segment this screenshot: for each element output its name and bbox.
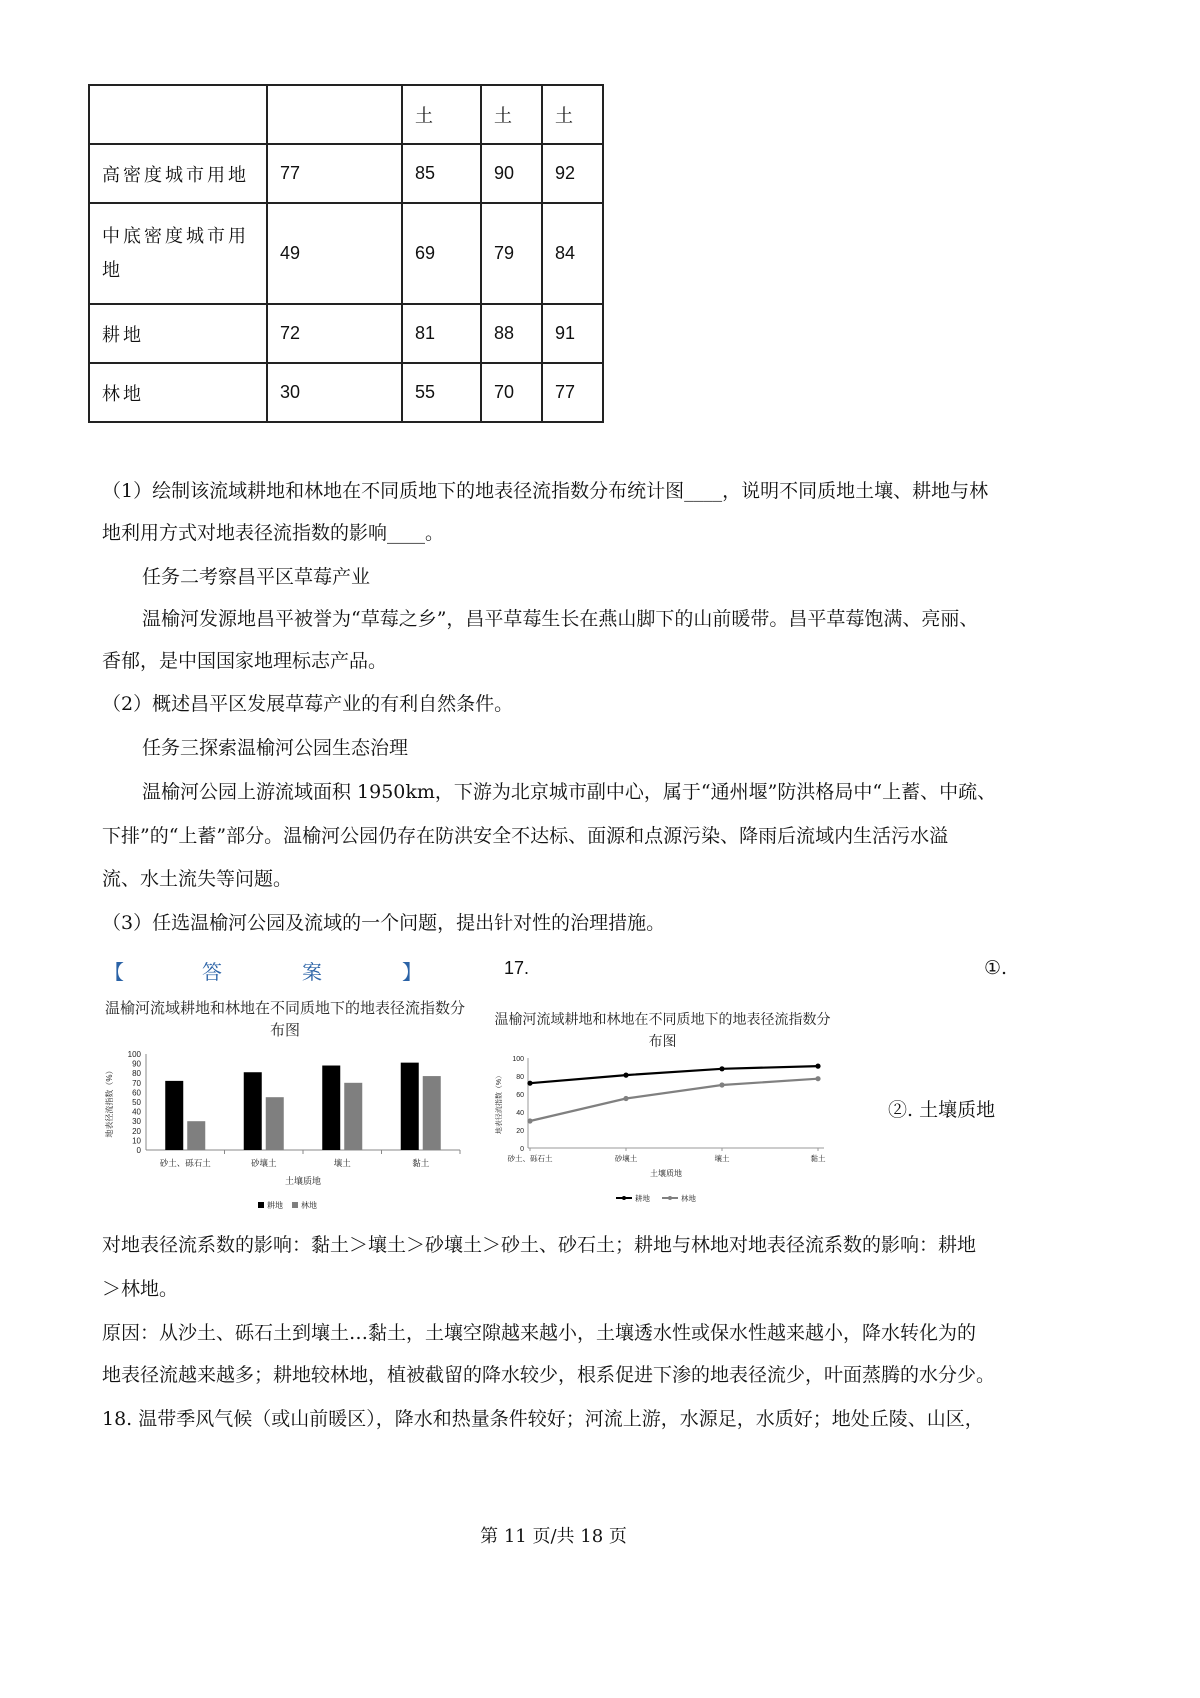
table-cell: 70 xyxy=(481,363,542,422)
bar-林地 xyxy=(187,1121,205,1150)
table-cell: 55 xyxy=(402,363,481,422)
x-axis-title: 土壤质地 xyxy=(650,1169,682,1178)
task-2-title: 任务二考察昌平区草莓产业 xyxy=(142,566,371,588)
y-tick-label: 0 xyxy=(136,1146,141,1155)
legend-label-耕地: 耕地 xyxy=(267,1201,283,1210)
line-林地 xyxy=(530,1079,818,1121)
table-cell: 79 xyxy=(481,203,542,304)
answer-part-2: ②. 土壤质地 xyxy=(888,1099,996,1121)
x-tick-label: 砂壤土 xyxy=(250,1158,277,1168)
y-tick-label: 20 xyxy=(132,1126,141,1136)
bar-耕地 xyxy=(401,1063,419,1150)
table-cell: 90 xyxy=(481,144,542,203)
bar-chart xyxy=(100,996,470,1220)
legend-marker-耕地 xyxy=(622,1196,626,1200)
x-tick-label: 黏土 xyxy=(412,1158,430,1168)
table-cell: 30 xyxy=(267,363,402,422)
legend-swatch-耕地 xyxy=(258,1202,264,1208)
y-axis-title: 地表径流指数（%） xyxy=(105,1066,114,1138)
answer-line: 18. 温带季风气候（或山前暖区），降水和热量条件较好；河流上游，水源足，水质好；地处丘陵、山区， xyxy=(102,1408,984,1430)
line-chart-svg xyxy=(490,1008,835,1208)
point-耕地 xyxy=(527,1081,532,1086)
task-3-paragraph: 温榆河公园上游流域面积 1950km，下游为北京城市副中心，属于“通州堰”防洪格局中“上蓄、中疏、 xyxy=(142,781,997,803)
point-耕地 xyxy=(719,1066,724,1071)
answer-line: 对地表径流系数的影响：黏土＞壤土＞砂壤土＞砂土、砂石土；耕地与林地对地表径流系数的影响：耕地 xyxy=(102,1234,977,1256)
point-耕地 xyxy=(623,1073,628,1078)
bar-chart-title: 温榆河流域耕地和林地在不同质地下的地表径流指数分布图 xyxy=(104,1000,465,1039)
point-林地 xyxy=(719,1082,724,1087)
table-header-cell: 土 xyxy=(542,85,603,144)
line-chart xyxy=(490,1008,835,1208)
question-1-line-2: 地利用方式对地表径流指数的影响____。 xyxy=(102,522,445,544)
table-cell: 69 xyxy=(402,203,481,304)
task-2-paragraph: 温榆河发源地昌平被誉为“草莓之乡”，昌平草莓生长在燕山脚下的山前暖带。昌平草莓饱满、亮丽、 xyxy=(142,608,979,630)
bar-chart-svg xyxy=(100,996,470,1220)
table-cell: 81 xyxy=(402,304,481,363)
y-tick-label: 20 xyxy=(516,1128,524,1135)
x-tick-label: 壤土 xyxy=(714,1154,730,1163)
y-tick-label: 10 xyxy=(132,1136,141,1146)
y-tick-label: 50 xyxy=(132,1098,141,1107)
table-row xyxy=(89,144,603,203)
table-cell: 84 xyxy=(542,203,603,304)
x-tick-label: 砂土、砾石土 xyxy=(507,1154,553,1163)
bar-耕地 xyxy=(165,1081,183,1150)
table-header-cell xyxy=(89,85,267,144)
y-tick-label: 60 xyxy=(132,1088,141,1098)
row-label: 中底密度城市用地 xyxy=(89,203,267,304)
bar-林地 xyxy=(344,1083,362,1150)
table-header-cell: 土 xyxy=(481,85,542,144)
answer-label: 答 xyxy=(202,960,222,984)
legend-label-林地: 林地 xyxy=(681,1194,696,1203)
runoff-index-table xyxy=(88,84,604,423)
task-2-paragraph: 香郁，是中国国家地理标志产品。 xyxy=(102,650,388,672)
y-tick-label: 70 xyxy=(132,1078,141,1088)
legend-swatch-林地 xyxy=(292,1202,298,1208)
question-1-line-1: （1）绘制该流域耕地和林地在不同质地下的地表径流指数分布统计图____，说明不同质地土壤、耕地与林 xyxy=(102,480,989,502)
table-header-row xyxy=(89,85,603,144)
answer-line: 原因：从沙土、砾石土到壤土…黏土，土壤空隙越来越小，土壤透水性或保水性越来越小，降水转化为的 xyxy=(102,1322,977,1344)
answer-label: 案 xyxy=(302,960,322,984)
legend-marker-林地 xyxy=(668,1196,672,1200)
task-3-title: 任务三探索温榆河公园生态治理 xyxy=(142,737,409,759)
table-header-cell: 土 xyxy=(402,85,481,144)
table-row xyxy=(89,363,603,422)
y-tick-label: 100 xyxy=(512,1056,524,1063)
line-chart-title: 温榆河流域耕地和林地在不同质地下的地表径流指数分布图 xyxy=(494,1011,831,1049)
table-row xyxy=(89,304,603,363)
y-tick-label: 40 xyxy=(132,1107,141,1117)
bar-耕地 xyxy=(322,1066,340,1150)
table-cell: 91 xyxy=(542,304,603,363)
table-row xyxy=(89,203,603,304)
task-3-paragraph: 下排”的“上蓄”部分。温榆河公园仍存在防洪安全不达标、面源和点源污染、降雨后流域内生活污水溢 xyxy=(102,825,949,847)
table-cell: 85 xyxy=(402,144,481,203)
bar-林地 xyxy=(423,1076,441,1150)
legend-label-林地: 林地 xyxy=(301,1201,317,1210)
table-cell: 77 xyxy=(542,363,603,422)
legend-label-耕地: 耕地 xyxy=(635,1194,650,1203)
y-tick-label: 100 xyxy=(127,1050,141,1059)
answer-line: 地表径流越来越多；耕地较林地，植被截留的降水较少，根系促进下渗的地表径流少，叶面蒸腾的水分少。 xyxy=(102,1364,996,1386)
x-tick-label: 壤土 xyxy=(333,1158,351,1168)
table-cell: 88 xyxy=(481,304,542,363)
point-林地 xyxy=(527,1118,532,1123)
answer-line: ＞林地。 xyxy=(102,1278,179,1300)
answer-bracket-left: 【 xyxy=(104,960,124,984)
y-tick-label: 60 xyxy=(516,1092,524,1099)
table-header-cell xyxy=(267,85,402,144)
answer-bracket-right: 】 xyxy=(402,960,422,984)
point-林地 xyxy=(623,1096,628,1101)
question-2: （2）概述昌平区发展草莓产业的有利自然条件。 xyxy=(102,693,514,715)
page-footer: 第 11 页/共 18 页 xyxy=(480,1526,627,1547)
y-tick-label: 80 xyxy=(132,1069,141,1079)
bar-林地 xyxy=(266,1097,284,1150)
point-耕地 xyxy=(815,1064,820,1069)
x-axis-title: 土壤质地 xyxy=(284,1176,322,1186)
x-tick-label: 砂壤土 xyxy=(614,1154,638,1163)
table-cell: 49 xyxy=(267,203,402,304)
y-tick-label: 30 xyxy=(132,1117,141,1127)
answer-number: 17. xyxy=(504,958,530,978)
task-3-paragraph: 流、水土流失等问题。 xyxy=(102,868,293,890)
question-3: （3）任选温榆河公园及流域的一个问题，提出针对性的治理措施。 xyxy=(102,912,666,934)
table-cell: 72 xyxy=(267,304,402,363)
x-tick-label: 黏土 xyxy=(810,1154,826,1163)
table-cell: 77 xyxy=(267,144,402,203)
answer-part-1: ①. xyxy=(984,957,1008,979)
y-tick-label: 0 xyxy=(520,1146,524,1153)
y-tick-label: 80 xyxy=(516,1074,524,1081)
x-tick-label: 砂土、砾石土 xyxy=(159,1158,211,1168)
row-label: 林地 xyxy=(89,363,267,422)
y-axis-title: 地表径流指数（%） xyxy=(496,1071,503,1135)
table-cell: 92 xyxy=(542,144,603,203)
row-label: 耕地 xyxy=(89,304,267,363)
y-tick-label: 40 xyxy=(516,1110,524,1117)
bar-耕地 xyxy=(244,1072,262,1150)
row-label: 高密度城市用地 xyxy=(89,144,267,203)
point-林地 xyxy=(815,1076,820,1081)
y-tick-label: 90 xyxy=(132,1059,141,1069)
